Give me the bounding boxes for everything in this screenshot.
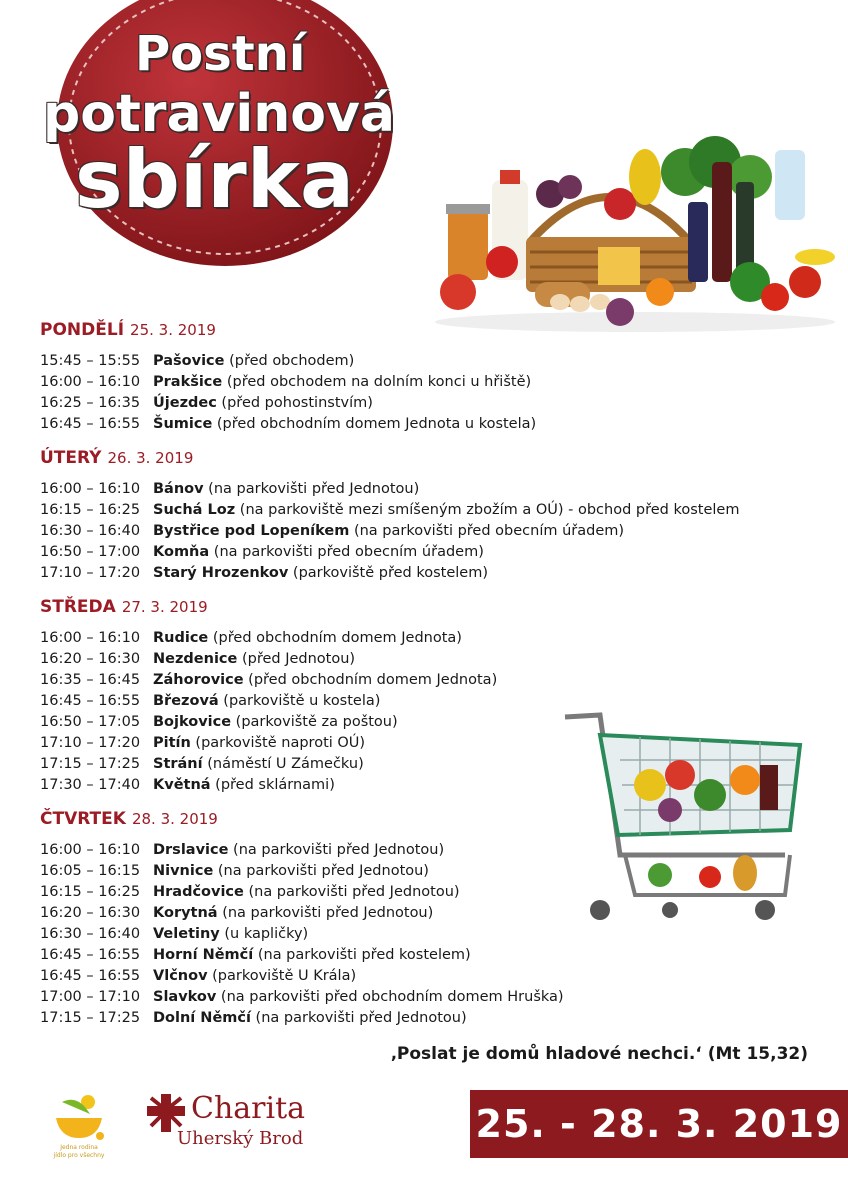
schedule-row bbox=[40, 414, 810, 435]
place-note: (parkoviště za poštou) bbox=[231, 714, 398, 730]
schedule-row bbox=[40, 542, 810, 563]
place-note: (před Jednotou) bbox=[237, 651, 356, 667]
day-heading bbox=[40, 318, 810, 342]
place-name: Březová bbox=[153, 693, 219, 709]
logo-tagline-1: Jedna rodina bbox=[60, 1144, 98, 1151]
schedule-row bbox=[40, 1008, 810, 1029]
place-note: (parkoviště u kostela) bbox=[218, 693, 381, 709]
place-note: (na parkovišti před Jednotou) bbox=[243, 884, 460, 900]
day-date: 26. 3. 2019 bbox=[107, 449, 194, 467]
title-line-1: Postní bbox=[135, 26, 306, 82]
day-name: ČTVRTEK bbox=[40, 809, 126, 829]
time-range: 17:30 – 17:40 bbox=[40, 777, 141, 793]
schedule-row bbox=[40, 649, 810, 670]
time-range: 16:50 – 17:00 bbox=[40, 544, 141, 560]
time-range: 15:45 – 15:55 bbox=[40, 353, 141, 369]
place-note: (na parkovišti před Jednotou) bbox=[228, 842, 445, 858]
place-name: Vlčnov bbox=[153, 968, 208, 984]
day-name: STŘEDA bbox=[40, 597, 116, 617]
time-range: 16:00 – 16:10 bbox=[40, 630, 141, 646]
place-note: (náměstí U Zámečku) bbox=[202, 756, 364, 772]
place-name: Rudice bbox=[153, 630, 209, 646]
bible-quote bbox=[390, 1044, 808, 1064]
jedna-rodina-logo bbox=[50, 1092, 108, 1162]
place-note: (parkoviště U Krála) bbox=[207, 968, 357, 984]
place-note: (před obchodem na dolním konci u hřiště) bbox=[222, 374, 532, 390]
place-note: (parkoviště před kostelem) bbox=[288, 565, 489, 581]
place-note: (před pohostinstvím) bbox=[216, 395, 373, 411]
place-name: Pitín bbox=[153, 735, 191, 751]
place-name: Strání bbox=[153, 756, 203, 772]
schedule-row bbox=[40, 393, 810, 414]
schedule-row bbox=[40, 628, 810, 649]
time-range: 16:45 – 16:55 bbox=[40, 968, 141, 984]
place-name: Komňa bbox=[153, 544, 210, 560]
place-note: (u kapličky) bbox=[219, 926, 309, 942]
place-name: Bojkovice bbox=[153, 714, 232, 730]
day-name: ÚTERÝ bbox=[40, 448, 102, 468]
place-name: Újezdec bbox=[153, 395, 217, 411]
day-date: 27. 3. 2019 bbox=[121, 598, 208, 616]
time-range: 16:20 – 16:30 bbox=[40, 905, 141, 921]
place-name: Šumice bbox=[153, 416, 213, 432]
day-heading bbox=[40, 595, 810, 619]
time-range: 16:00 – 16:10 bbox=[40, 842, 141, 858]
time-range: 16:05 – 16:15 bbox=[40, 863, 141, 879]
place-note: (před obchodním domem Jednota) bbox=[208, 630, 462, 646]
place-note: (na parkovišti před obchodním domem Hruška) bbox=[216, 989, 564, 1005]
day-date: 28. 3. 2019 bbox=[131, 810, 218, 828]
place-name: Nivnice bbox=[153, 863, 214, 879]
day-heading bbox=[40, 446, 810, 470]
day-name: PONDĚLÍ bbox=[40, 320, 125, 340]
date-banner: 25. - 28. 3. 2019 bbox=[470, 1090, 848, 1158]
charita-city: Uherský Brod bbox=[177, 1128, 304, 1149]
schedule-row bbox=[40, 372, 810, 393]
time-range: 16:45 – 16:55 bbox=[40, 693, 141, 709]
quote-text: ‚Poslat je domů hladové nechci.‘ bbox=[390, 1044, 702, 1064]
food-basket-image bbox=[430, 132, 840, 332]
place-name: Prakšice bbox=[153, 374, 223, 390]
place-note: (před obchodním domem Jednota u kostela) bbox=[212, 416, 537, 432]
place-note: (na parkovišti před kostelem) bbox=[253, 947, 471, 963]
time-range: 16:35 – 16:45 bbox=[40, 672, 141, 688]
charita-logo bbox=[145, 1090, 315, 1160]
place-note: (na parkoviště mezi smíšeným zbožím a OÚ) - obchod před kostelem bbox=[235, 502, 740, 518]
place-name: Dolní Němčí bbox=[153, 1010, 251, 1026]
schedule-row bbox=[40, 351, 810, 372]
day-date: 25. 3. 2019 bbox=[130, 321, 216, 339]
place-note: (před obchodním domem Jednota) bbox=[243, 672, 498, 688]
title-badge bbox=[43, 0, 395, 268]
place-name: Slavkov bbox=[153, 989, 217, 1005]
place-name: Nezdenice bbox=[153, 651, 238, 667]
title-line-3: sbírka bbox=[75, 133, 354, 226]
place-note: (na parkovišti před Jednotou) bbox=[250, 1010, 467, 1026]
schedule-row bbox=[40, 563, 810, 584]
place-name: Starý Hrozenkov bbox=[153, 565, 289, 581]
place-note: (na parkovišti před Jednotou) bbox=[213, 863, 429, 879]
time-range: 17:10 – 17:20 bbox=[40, 735, 141, 751]
schedule-row bbox=[40, 966, 810, 987]
place-name: Veletiny bbox=[153, 926, 220, 942]
time-range: 17:15 – 17:25 bbox=[40, 756, 141, 772]
shopping-cart-image bbox=[560, 705, 810, 930]
place-name: Bánov bbox=[153, 481, 204, 497]
time-range: 16:45 – 16:55 bbox=[40, 416, 141, 432]
charita-name: Charita bbox=[191, 1091, 306, 1126]
schedule-row bbox=[40, 945, 810, 966]
place-name: Horní Němčí bbox=[153, 947, 254, 963]
time-range: 16:30 – 16:40 bbox=[40, 523, 141, 539]
time-range: 16:20 – 16:30 bbox=[40, 651, 141, 667]
place-note: (na parkovišti před obecním úřadem) bbox=[209, 544, 484, 560]
time-range: 16:15 – 16:25 bbox=[40, 502, 141, 518]
logo-tagline-2: jídlo pro všechny bbox=[53, 1152, 105, 1159]
time-range: 16:00 – 16:10 bbox=[40, 481, 141, 497]
place-note: (parkoviště naproti OÚ) bbox=[190, 735, 366, 751]
schedule-row bbox=[40, 500, 810, 521]
schedule-row bbox=[40, 987, 810, 1008]
place-note: (před obchodem) bbox=[224, 353, 355, 369]
place-note: (na parkovišti před Jednotou) bbox=[203, 481, 420, 497]
time-range: 16:50 – 17:05 bbox=[40, 714, 141, 730]
time-range: 16:00 – 16:10 bbox=[40, 374, 141, 390]
place-name: Záhorovice bbox=[153, 672, 244, 688]
place-name: Korytná bbox=[153, 905, 218, 921]
time-range: 16:45 – 16:55 bbox=[40, 947, 141, 963]
schedule-row bbox=[40, 479, 810, 500]
place-name: Pašovice bbox=[153, 353, 225, 369]
place-name: Květná bbox=[153, 777, 211, 793]
time-range: 17:10 – 17:20 bbox=[40, 565, 141, 581]
place-note: (na parkovišti před obecním úřadem) bbox=[349, 523, 625, 539]
time-range: 17:15 – 17:25 bbox=[40, 1010, 141, 1026]
place-name: Suchá Loz bbox=[153, 502, 236, 518]
time-range: 16:30 – 16:40 bbox=[40, 926, 141, 942]
schedule-row bbox=[40, 670, 810, 691]
time-range: 16:15 – 16:25 bbox=[40, 884, 141, 900]
place-note: (na parkovišti před Jednotou) bbox=[217, 905, 434, 921]
bowl-logo-icon bbox=[50, 1092, 108, 1142]
time-range: 16:25 – 16:35 bbox=[40, 395, 141, 411]
schedule-row bbox=[40, 521, 810, 542]
title-line-2: potravinová bbox=[43, 84, 395, 144]
place-name: Hradčovice bbox=[153, 884, 244, 900]
quote-reference: (Mt 15,32) bbox=[707, 1044, 808, 1064]
place-name: Drslavice bbox=[153, 842, 229, 858]
time-range: 17:00 – 17:10 bbox=[40, 989, 141, 1005]
place-name: Bystřice pod Lopeníkem bbox=[153, 523, 350, 539]
place-note: (před sklárnami) bbox=[210, 777, 335, 793]
